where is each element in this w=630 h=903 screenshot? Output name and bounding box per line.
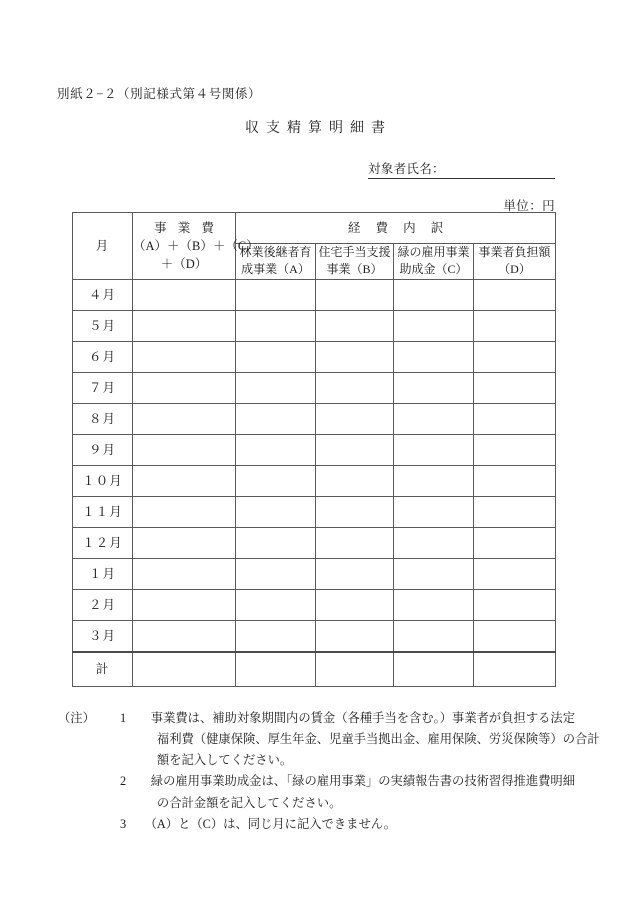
cell-d[interactable] [474, 310, 556, 341]
cell-d[interactable] [474, 403, 556, 434]
row-month-label: １２月 [73, 527, 133, 558]
cell-b[interactable] [316, 558, 394, 589]
note-3-body [120, 814, 588, 835]
header-column-c [394, 244, 474, 280]
cell-b[interactable] [316, 620, 394, 652]
header-project-cost-line3: ＋（D） [160, 256, 208, 271]
cell-total[interactable] [133, 496, 236, 527]
total-cell-b[interactable] [316, 652, 394, 687]
cell-d[interactable] [474, 496, 556, 527]
cell-a[interactable] [236, 527, 316, 558]
note-item-3 [58, 814, 588, 835]
cell-c[interactable] [394, 465, 474, 496]
table-row [73, 620, 556, 652]
header-project-cost-line1: 事 業 費 [154, 220, 218, 235]
cell-a[interactable] [236, 310, 316, 341]
cell-d[interactable] [474, 279, 556, 310]
row-month-label: １１月 [73, 496, 133, 527]
cell-d[interactable] [474, 372, 556, 403]
cell-b[interactable] [316, 496, 394, 527]
table-row [73, 496, 556, 527]
note-1-line-1 [120, 708, 600, 729]
cell-d[interactable] [474, 465, 556, 496]
cell-a[interactable] [236, 372, 316, 403]
table-row [73, 341, 556, 372]
note-3-number: 3 [120, 816, 127, 831]
header-column-d-line2: （D） [498, 262, 531, 277]
cell-c[interactable] [394, 341, 474, 372]
note-1-text-3: 額を記入してください。 [156, 753, 293, 768]
table-row [73, 527, 556, 558]
row-month-label: ９月 [73, 434, 133, 465]
unit-note: 単位：円 [503, 199, 555, 213]
cell-b[interactable] [316, 341, 394, 372]
subject-name-label: 対象者氏名： [368, 162, 445, 176]
note-3-line-1 [120, 814, 588, 835]
cell-b[interactable] [316, 310, 394, 341]
table-row [73, 589, 556, 620]
row-month-label: １０月 [73, 465, 133, 496]
cell-a[interactable] [236, 496, 316, 527]
cell-d[interactable] [474, 341, 556, 372]
subject-name-input[interactable] [445, 163, 555, 177]
row-month-label: ３月 [73, 620, 133, 652]
row-month-label: ７月 [73, 372, 133, 403]
header-column-a [236, 244, 316, 280]
cell-a[interactable] [236, 465, 316, 496]
header-column-b-line1: 住宅手当支援 [318, 245, 391, 259]
table-row [73, 403, 556, 434]
total-cell-a[interactable] [236, 652, 316, 687]
row-month-label: ６月 [73, 341, 133, 372]
note-2-line-2 [120, 793, 588, 814]
cell-c[interactable] [394, 589, 474, 620]
table-row [73, 558, 556, 589]
note-2-text-2: の合計金額を記入してください。 [156, 795, 342, 810]
cell-total[interactable] [133, 465, 236, 496]
note-1-number: 1 [120, 711, 127, 725]
row-month-label: ８月 [73, 403, 133, 434]
header-column-c-line2: 助成金（C） [399, 262, 468, 277]
table-row [73, 372, 556, 403]
cell-c[interactable] [394, 310, 474, 341]
header-project-cost-line2: （A）＋（B）＋（C） [133, 238, 259, 253]
note-2-line-1 [120, 771, 588, 792]
cell-c[interactable] [394, 558, 474, 589]
cell-total[interactable] [133, 558, 236, 589]
cell-d[interactable] [474, 434, 556, 465]
total-cell-d[interactable] [474, 652, 556, 687]
cell-a[interactable] [236, 403, 316, 434]
header-column-a-line2: 成事業（A） [241, 262, 310, 277]
cell-total[interactable] [133, 434, 236, 465]
cell-a[interactable] [236, 558, 316, 589]
header-month: 月 [73, 213, 133, 280]
cell-c[interactable] [394, 279, 474, 310]
subject-name-field[interactable] [368, 159, 555, 179]
cell-total[interactable] [133, 527, 236, 558]
header-column-b [316, 244, 394, 280]
notes-section [58, 708, 600, 835]
note-1-text-2: 福利費（健康保険、厚生年金、児童手当拠出金、雇用保険、労災保険等）の合計 [156, 732, 600, 747]
cell-d[interactable] [474, 589, 556, 620]
cell-d[interactable] [474, 620, 556, 652]
total-cell-c[interactable] [394, 652, 474, 687]
header-expense-breakdown: 経 費 内 訳 [236, 213, 556, 244]
note-3-text-1: （A）と（C）は、同じ月に記入できません。 [150, 816, 397, 831]
page-title: 収支精算明細書 [245, 121, 392, 136]
cell-c[interactable] [394, 434, 474, 465]
cell-c[interactable] [394, 496, 474, 527]
note-2-number: 2 [120, 774, 127, 789]
row-month-label: ５月 [73, 310, 133, 341]
table-row [73, 279, 556, 310]
settlement-table [72, 212, 556, 687]
cell-a[interactable] [236, 279, 316, 310]
table-body [73, 279, 556, 686]
header-column-a-line1: 林業後継者育 [239, 245, 312, 259]
note-2-body [120, 771, 588, 813]
document-reference: 別紙２−２（別記様式第４号関係） [57, 87, 262, 101]
cell-total[interactable] [133, 310, 236, 341]
cell-c[interactable] [394, 403, 474, 434]
cell-total[interactable] [133, 279, 236, 310]
cell-a[interactable] [236, 434, 316, 465]
table-row [73, 434, 556, 465]
cell-d[interactable] [474, 558, 556, 589]
cell-c[interactable] [394, 372, 474, 403]
cell-total[interactable] [133, 589, 236, 620]
cell-total[interactable] [133, 403, 236, 434]
cell-total[interactable] [133, 341, 236, 372]
table-row [73, 310, 556, 341]
total-row-label: 計 [73, 652, 133, 687]
header-column-d [474, 244, 556, 280]
row-month-label: ４月 [73, 279, 133, 310]
cell-a[interactable] [236, 620, 316, 652]
cell-c[interactable] [394, 527, 474, 558]
table-header [73, 213, 556, 280]
table-total-row [73, 652, 556, 687]
cell-b[interactable] [316, 403, 394, 434]
table-row [73, 465, 556, 496]
note-item-2 [58, 771, 588, 813]
cell-c[interactable] [394, 620, 474, 652]
header-column-d-line1: 事業者負担額 [478, 245, 551, 259]
note-1-body [120, 708, 600, 771]
cell-b[interactable] [316, 589, 394, 620]
cell-a[interactable] [236, 589, 316, 620]
row-month-label: １月 [73, 558, 133, 589]
note-item-1 [58, 708, 600, 771]
row-month-label: ２月 [73, 589, 133, 620]
cell-total[interactable] [133, 372, 236, 403]
header-column-c-line1: 緑の雇用事業 [397, 245, 470, 259]
total-cell-total[interactable] [133, 652, 236, 687]
header-project-cost [133, 213, 259, 280]
header-column-b-line2: 事業（B） [326, 262, 383, 277]
cell-total[interactable] [133, 620, 236, 652]
cell-b[interactable] [316, 465, 394, 496]
note-2-text-1: 緑の雇用事業助成金は、「緑の雇用事業」の実績報告書の技術習得推進費明細 [150, 774, 576, 789]
note-1-text-1: 事業費は、補助対象期間内の賃金（各種手当を含む。）事業者が負担する法定 [150, 711, 576, 725]
cell-d[interactable] [474, 527, 556, 558]
note-1-line-3 [120, 750, 600, 771]
cell-b[interactable] [316, 434, 394, 465]
cell-a[interactable] [236, 341, 316, 372]
note-1-line-2 [120, 729, 600, 750]
cell-b[interactable] [316, 372, 394, 403]
cell-b[interactable] [316, 279, 394, 310]
cell-b[interactable] [316, 527, 394, 558]
notes-lead-label: （注） [58, 711, 95, 725]
